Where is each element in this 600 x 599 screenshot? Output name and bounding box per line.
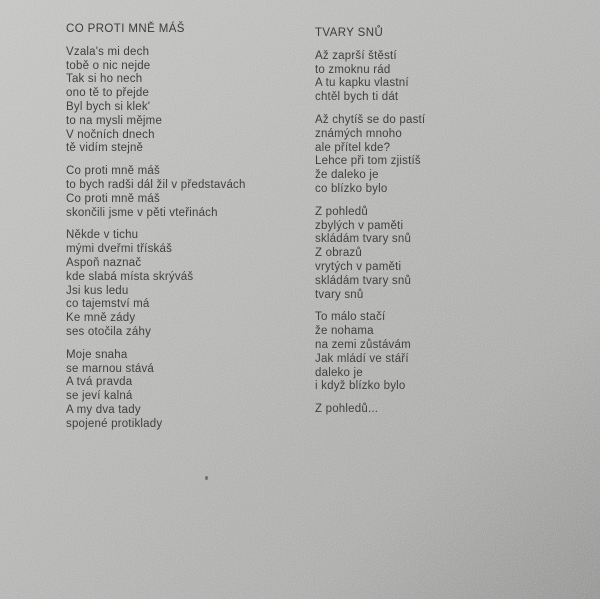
lyric-line: Moje snaha <box>66 348 128 361</box>
lyric-line: skládám tvary snů <box>315 274 412 287</box>
lyric-line: Až chytíš se do pastí <box>315 113 426 126</box>
lyric-line: Aspoň naznač <box>66 256 142 269</box>
lyrics-columns <box>66 23 600 432</box>
lyric-line: chtěl bych ti dát <box>315 91 399 104</box>
lyric-line: daleko je <box>315 366 363 379</box>
lyric-line: i když blízko bylo <box>315 380 406 393</box>
stanza <box>315 206 600 303</box>
lyric-line: kde slabá místa skrýváš <box>66 270 194 283</box>
lyric-line: Jak mládí ve stáří <box>315 352 409 365</box>
lyric-line: Ke mně zády <box>66 312 136 325</box>
lyric-line: že nohama <box>315 325 374 338</box>
lyric-line: tobě o nic nejde <box>66 59 151 72</box>
song-title: CO PROTI MNĚ MÁŠ <box>66 23 185 35</box>
lyric-line: spojené protiklady <box>66 417 163 430</box>
lyric-line: mými dveřmi třískáš <box>66 243 173 256</box>
lyric-line: Tak si ho nech <box>66 73 143 86</box>
lyric-line: co blízko bylo <box>315 182 388 195</box>
lyric-line: Co proti mně máš <box>66 165 160 178</box>
lyric-line: Byl bych si klek' <box>66 100 151 113</box>
lyric-line: Co proti mně máš <box>66 192 160 205</box>
lyric-line: Z pohledů... <box>315 403 379 416</box>
stanza <box>66 349 315 432</box>
lyric-line: Jsi kus ledu <box>66 284 129 297</box>
lyric-line: Až zaprší štěstí <box>315 49 397 62</box>
lyric-line: tě vidím stejně <box>66 142 144 155</box>
lyric-line: to na mysli mějme <box>66 114 163 127</box>
lyric-line: Někde v tichu <box>66 229 139 242</box>
stanza <box>315 114 600 197</box>
stanza <box>315 50 600 105</box>
lyric-line: se marnou stává <box>66 362 155 375</box>
lyric-line: A tvá pravda <box>66 376 133 389</box>
lyrics-column-co-proti-mne-mas <box>66 23 315 432</box>
lyric-line: To málo stačí <box>315 311 386 324</box>
lyric-line: že daleko je <box>315 169 379 182</box>
lyric-line: Z obrazů <box>315 247 362 260</box>
lyric-line: A tu kapku vlastní <box>315 77 409 90</box>
lyric-line: zbylých v paměti <box>315 219 404 232</box>
lyric-line: Vzala's mi dech <box>66 45 150 58</box>
lyric-line: co tajemství má <box>66 298 150 311</box>
stanza <box>66 165 315 220</box>
lyric-line: V nočních dnech <box>66 128 155 141</box>
song-title: TVARY SNŮ <box>315 27 384 39</box>
lyric-line: skládám tvary snů <box>315 233 412 246</box>
lyric-line: Z pohledů <box>315 205 368 218</box>
stanza <box>66 229 315 339</box>
lyric-line: A my dva tady <box>66 403 141 416</box>
lyric-line: to zmoknu rád <box>315 63 391 76</box>
lyrics-column-tvary-snu <box>315 23 600 417</box>
stanza <box>66 46 315 156</box>
lyric-line: se jeví kalná <box>66 390 133 403</box>
lyric-line: skončili jsme v pěti vteřinách <box>66 206 218 219</box>
lyric-line: ono tě to přejde <box>66 87 150 100</box>
lyric-line: tvary snů <box>315 288 364 301</box>
lyric-line: na zemi zůstávám <box>315 338 411 351</box>
stanza <box>315 403 600 417</box>
lyric-line: to bych radši dál žil v představách <box>66 178 246 191</box>
lyric-line: Lehce při tom zjistíš <box>315 155 421 168</box>
lyric-line: vrytých v paměti <box>315 260 402 273</box>
lyric-line: ses otočila záhy <box>66 325 152 338</box>
stanza <box>315 311 600 394</box>
lyric-line: známých mnoho <box>315 127 402 140</box>
lyric-line: ale přítel kde? <box>315 141 391 154</box>
dust-speck <box>205 476 208 480</box>
